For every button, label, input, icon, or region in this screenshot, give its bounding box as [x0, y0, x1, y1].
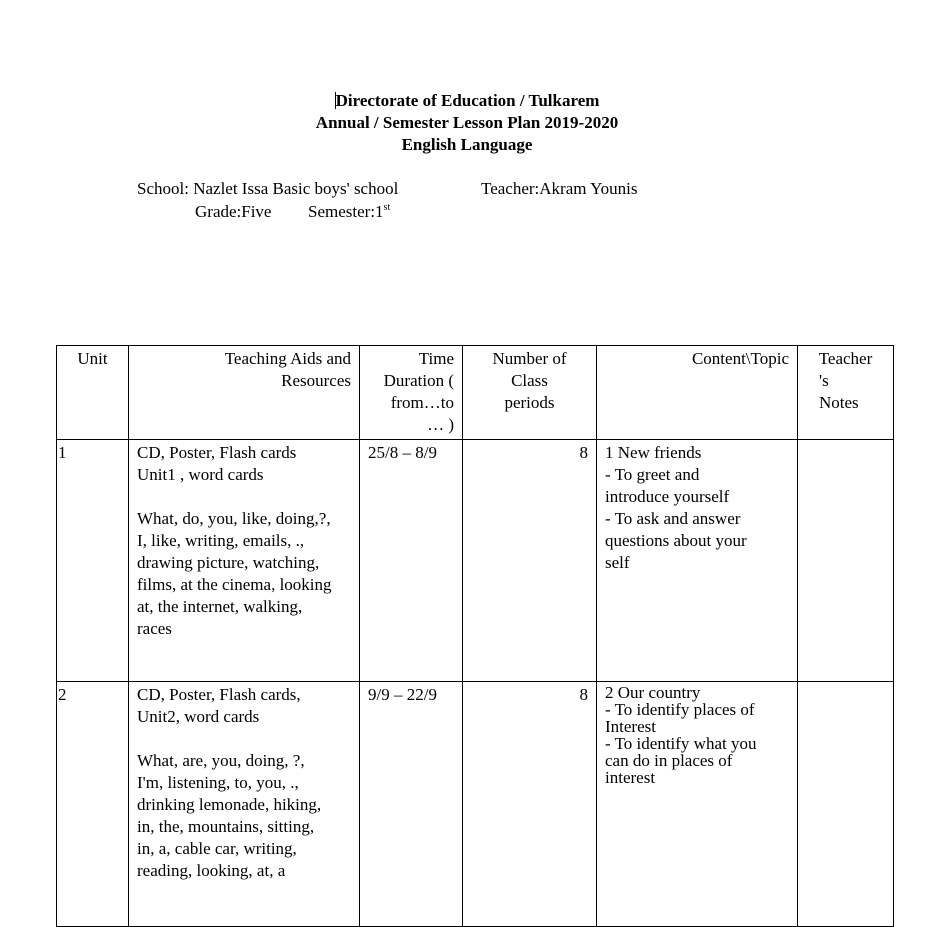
header-periods: Number of Class periods [463, 346, 597, 440]
doc-subject: English Language [401, 135, 533, 154]
periods-cell: 8 [463, 440, 597, 682]
semester-label [308, 202, 390, 222]
lesson-plan-table [56, 345, 894, 927]
grade-label: Grade:Five [195, 202, 272, 221]
header-content: Content\Topic [597, 346, 798, 440]
table-row [57, 440, 894, 682]
doc-title [0, 90, 934, 112]
table-header-row [57, 346, 894, 440]
unit-cell: 1 [57, 440, 129, 682]
header-notes: Teacher 's Notes [798, 346, 894, 440]
notes-cell [798, 440, 894, 682]
unit-cell: 2 [57, 682, 129, 927]
table-row [57, 682, 894, 927]
topic-cell: 2 Our country - To identify places of Interest - To identify what you can do in places of interest [597, 682, 798, 927]
header-unit: Unit [57, 346, 129, 440]
title-line-1: Directorate of Education / Tulkarem [335, 91, 600, 110]
notes-cell [798, 682, 894, 927]
aids-cell: CD, Poster, Flash cards, Unit2, word cards What, are, you, doing, ?, I'm, listening, to, you, ., drinking lemonade, hiking, in, the, mountains, sitting, in, a, cable car, writing, reading, looking, at, a [129, 682, 360, 927]
teacher-label: Teacher:Akram Younis [481, 179, 638, 198]
time-cell: 25/8 – 8/9 [360, 440, 463, 682]
periods-cell: 8 [463, 682, 597, 927]
header-time: Time Duration ( from…to … ) [360, 346, 463, 440]
topic-cell: 1 New friends - To greet and introduce yourself - To ask and answer questions about your self [597, 440, 798, 682]
semester-value: Semester:1 [308, 202, 384, 221]
doc-subtitle: Annual / Semester Lesson Plan 2019-2020 [315, 113, 619, 132]
semester-superscript: st [383, 202, 391, 213]
school-label: School: Nazlet Issa Basic boys' school [137, 179, 399, 198]
header-aids: Teaching Aids and Resources [129, 346, 360, 440]
aids-cell: CD, Poster, Flash cards Unit1 , word cards What, do, you, like, doing,?, I, like, writing, emails, ., drawing picture, watching, films, at the cinema, looking at, the internet, walking, races [129, 440, 360, 682]
time-cell: 9/9 – 22/9 [360, 682, 463, 927]
